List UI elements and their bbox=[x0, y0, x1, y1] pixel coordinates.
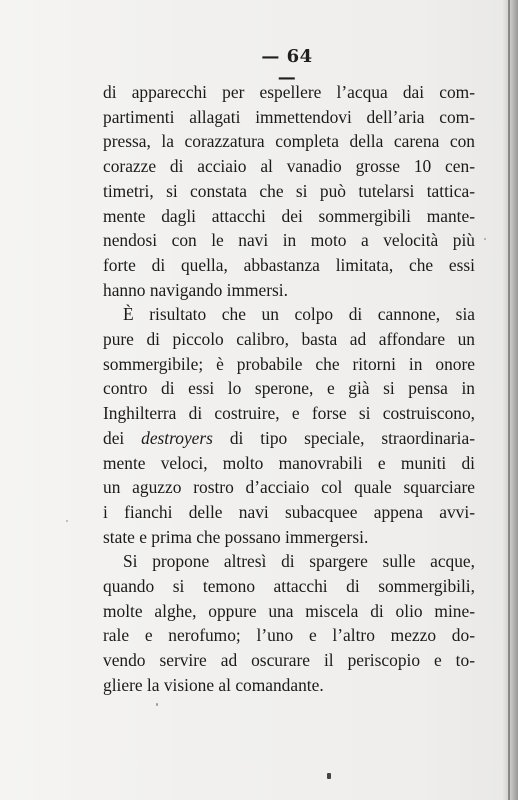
text-line: rale e nerofumo; l’uno e l’altro mezzo do- bbox=[103, 625, 475, 646]
ink-speck bbox=[484, 238, 486, 240]
text-line: È risultato che un colpo di cannone, sia bbox=[123, 304, 475, 325]
text-line: i fianchi delle navi subacquee appena avvi- bbox=[103, 501, 475, 522]
ink-speck bbox=[66, 520, 68, 522]
text-line: Si propone altresì di spargere sulle acque, bbox=[123, 551, 475, 572]
text-line: sommergibile; è probabile che ritorni in onore bbox=[103, 353, 475, 374]
text-line: Inghilterra di costruire, e forse si costruiscono, bbox=[103, 403, 475, 424]
text-line: contro di essi lo sperone, e già si pensa in bbox=[103, 378, 475, 399]
text-line: vendo servire ad oscurare il periscopio e to- bbox=[103, 650, 475, 671]
text-line: pure di piccolo calibro, basta ad affondare un bbox=[103, 329, 475, 350]
text-line: partimenti allagati immettendovi dell’aria com- bbox=[103, 106, 475, 127]
text-line: di apparecchi per espellere l’acqua dai com- bbox=[103, 82, 475, 102]
page-number: — 64 — bbox=[261, 46, 313, 88]
page-gutter-shadow bbox=[502, 0, 518, 800]
text-line: timetri, si constata che si può tutelarsi tattica- bbox=[103, 180, 475, 201]
text-line: corazze di acciaio al vanadio grosse 10 cen- bbox=[103, 156, 475, 177]
text-line: pressa, la corazzatura completa della carena con bbox=[103, 131, 475, 152]
page-body-text bbox=[103, 80, 475, 698]
text-line: state e prima che possano immergersi. bbox=[103, 526, 369, 547]
text-line: forte di quella, abbastanza limitata, che essi bbox=[103, 254, 475, 275]
text-line-with-italic bbox=[103, 426, 475, 451]
text-fragment: dei bbox=[103, 427, 125, 448]
text-line: hanno navigando immersi. bbox=[103, 279, 288, 300]
text-line: mente veloci, molto manovrabili e muniti di bbox=[103, 452, 475, 473]
text-line: nendosi con le navi in moto a velocità più bbox=[103, 230, 475, 251]
text-line: mente dagli attacchi dei sommergibili mante- bbox=[103, 205, 475, 226]
ink-speck bbox=[156, 703, 158, 706]
text-line: molte alghe, oppure una miscela di olio mine- bbox=[103, 600, 475, 621]
text-line: quando si temono attacchi di sommergibili, bbox=[103, 576, 475, 597]
text-line: gliere la visione al comandante. bbox=[103, 674, 324, 695]
text-line: un aguzzo rostro d’acciaio col quale squarciare bbox=[103, 477, 475, 498]
italic-word: destroyers bbox=[141, 427, 213, 448]
text-fragment: di tipo speciale, straordinaria- bbox=[229, 427, 475, 448]
ink-speck bbox=[327, 773, 331, 779]
